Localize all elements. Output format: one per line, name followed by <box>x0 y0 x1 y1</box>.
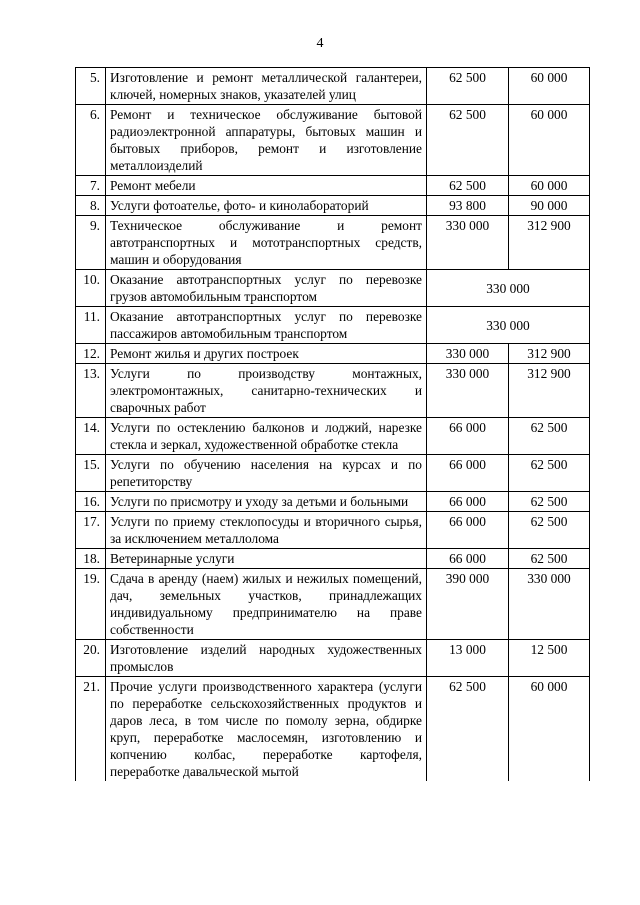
row-number: 10. <box>76 270 106 307</box>
row-value-1: 330 000 <box>427 344 509 364</box>
row-description: Оказание автотранспортных услуг по перевозке грузов автомобильным транспортом <box>106 270 427 307</box>
row-number: 16. <box>76 492 106 512</box>
row-value-2: 60 000 <box>509 677 590 782</box>
row-value-1: 62 500 <box>427 677 509 782</box>
row-value-merged: 330 000 <box>427 307 590 344</box>
services-table <box>75 67 590 781</box>
row-value-2: 60 000 <box>509 68 590 105</box>
row-value-2: 90 000 <box>509 196 590 216</box>
row-value-2: 60 000 <box>509 105 590 176</box>
row-number: 20. <box>76 640 106 677</box>
row-value-1: 93 800 <box>427 196 509 216</box>
row-number: 17. <box>76 512 106 549</box>
row-number: 14. <box>76 418 106 455</box>
row-number: 12. <box>76 344 106 364</box>
row-value-1: 66 000 <box>427 418 509 455</box>
row-value-1: 66 000 <box>427 492 509 512</box>
row-description: Услуги по остеклению балконов и лоджий, нарезке стекла и зеркал, художественной обработке стекла <box>106 418 427 455</box>
row-description: Изготовление изделий народных художественных промыслов <box>106 640 427 677</box>
table-row <box>76 418 590 455</box>
row-number: 19. <box>76 569 106 640</box>
row-value-2: 62 500 <box>509 549 590 569</box>
row-description: Услуги по производству монтажных, электромонтажных, санитарно-технических и сварочных работ <box>106 364 427 418</box>
row-description: Услуги по приему стеклопосуды и вторичного сырья, за исключением металлолома <box>106 512 427 549</box>
row-number: 15. <box>76 455 106 492</box>
row-value-1: 62 500 <box>427 105 509 176</box>
row-description: Техническое обслуживание и ремонт автотранспортных и мототранспортных средств, машин и оборудования <box>106 216 427 270</box>
row-value-1: 66 000 <box>427 455 509 492</box>
row-value-2: 12 500 <box>509 640 590 677</box>
row-value-2: 62 500 <box>509 418 590 455</box>
row-value-2: 312 900 <box>509 216 590 270</box>
row-value-1: 390 000 <box>427 569 509 640</box>
row-value-2: 330 000 <box>509 569 590 640</box>
table-row <box>76 105 590 176</box>
row-number: 5. <box>76 68 106 105</box>
row-value-2: 62 500 <box>509 492 590 512</box>
row-number: 11. <box>76 307 106 344</box>
table-row <box>76 569 590 640</box>
row-value-2: 62 500 <box>509 455 590 492</box>
row-description: Услуги по присмотру и уходу за детьми и больными <box>106 492 427 512</box>
page-number: 4 <box>316 36 324 51</box>
table-row <box>76 68 590 105</box>
table-row <box>76 549 590 569</box>
table-row <box>76 640 590 677</box>
table-row <box>76 512 590 549</box>
row-value-1: 62 500 <box>427 176 509 196</box>
row-value-2: 60 000 <box>509 176 590 196</box>
row-description: Изготовление и ремонт металлической галантереи, ключей, номерных знаков, указателей улиц <box>106 68 427 105</box>
row-number: 13. <box>76 364 106 418</box>
row-description: Ремонт мебели <box>106 176 427 196</box>
row-description: Прочие услуги производственного характера (услуги по переработке сельскохозяйственных продуктов и даров леса, в том числе по помолу зерна, обдирке круп, переработке маслосемян, изготовлению и копчению колбас, переработке картофеля, переработке давальческой мытой <box>106 677 427 782</box>
table-row <box>76 216 590 270</box>
row-description: Ветеринарные услуги <box>106 549 427 569</box>
row-description: Услуги по обучению населения на курсах и по репетиторству <box>106 455 427 492</box>
row-value-merged: 330 000 <box>427 270 590 307</box>
row-value-2: 312 900 <box>509 344 590 364</box>
row-number: 8. <box>76 196 106 216</box>
row-number: 9. <box>76 216 106 270</box>
row-number: 6. <box>76 105 106 176</box>
table-row <box>76 307 590 344</box>
table-row <box>76 455 590 492</box>
row-number: 21. <box>76 677 106 782</box>
table-row <box>76 364 590 418</box>
row-value-1: 66 000 <box>427 549 509 569</box>
row-value-1: 13 000 <box>427 640 509 677</box>
row-number: 18. <box>76 549 106 569</box>
table-row <box>76 344 590 364</box>
row-description: Услуги фотоателье, фото- и кинолабораторий <box>106 196 427 216</box>
row-description: Ремонт и техническое обслуживание бытовой радиоэлектронной аппаратуры, бытовых машин и бытовых приборов, ремонт и изготовление металлоизделий <box>106 105 427 176</box>
row-description: Сдача в аренду (наем) жилых и нежилых помещений, дач, земельных участков, принадлежащих индивидуальному предпринимателю на праве собственности <box>106 569 427 640</box>
row-value-2: 62 500 <box>509 512 590 549</box>
row-value-2: 312 900 <box>509 364 590 418</box>
row-value-1: 66 000 <box>427 512 509 549</box>
row-description: Оказание автотранспортных услуг по перевозке пассажиров автомобильным транспортом <box>106 307 427 344</box>
row-value-1: 62 500 <box>427 68 509 105</box>
table-row <box>76 677 590 782</box>
table-row <box>76 270 590 307</box>
table-row <box>76 196 590 216</box>
row-value-1: 330 000 <box>427 216 509 270</box>
row-description: Ремонт жилья и других построек <box>106 344 427 364</box>
table-row <box>76 176 590 196</box>
table-row <box>76 492 590 512</box>
row-value-1: 330 000 <box>427 364 509 418</box>
row-number: 7. <box>76 176 106 196</box>
